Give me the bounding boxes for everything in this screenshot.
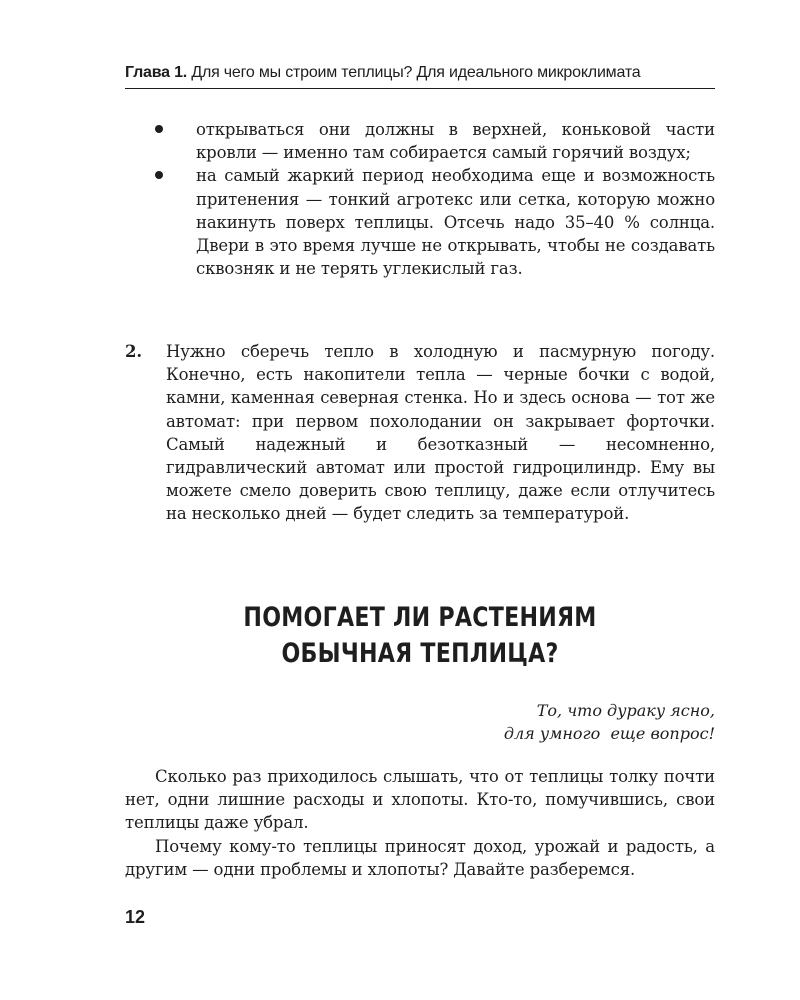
numbered-item: [125, 340, 715, 526]
bullet-text: на самый жаркий период необходима еще и возможность притенения — тонкий агротекс или сетка, которую можно накинуть поверх теплицы. Отсечь надо 35–40 % солнца. Двери в это время лучше не открывать, чтобы не создавать сквозняк и не терять углекислый газ.: [196, 166, 715, 279]
epigraph-line-1: То, что дураку ясно,: [536, 701, 715, 720]
epigraph: [400, 699, 715, 745]
bullet-dot-icon: [155, 125, 163, 133]
header-rule: [125, 88, 715, 89]
bullet-item: [155, 164, 715, 280]
paragraph: Сколько раз приходилось слышать, что от теплицы толку почти нет, одни лишние расходы и хлопоты. Кто-то, помучившись, свои теплицы даже убрал.: [125, 767, 715, 833]
bullet-dot-icon: [155, 171, 163, 179]
section-heading: [178, 600, 662, 672]
bullet-text: открываться они должны в верхней, коньковой части кровли — именно там собирается самый горячий воздух;: [196, 120, 715, 163]
section-heading-line-2: ОБЫЧНАЯ ТЕПЛИЦА?: [281, 638, 559, 669]
item-number: 2.: [125, 342, 142, 361]
paragraph: Почему кому-то теплицы приносят доход, урожай и радость, а другим — одни проблемы и хлопоты? Давайте разберемся.: [125, 836, 715, 879]
closing-text: [125, 765, 715, 881]
chapter-label: Глава 1.: [125, 64, 188, 81]
numbered-item-text: Нужно сберечь тепло в холодную и пасмурную погоду. Конечно, есть накопители тепла — черные бочки с водой, камни, каменная северная стенка. Но и здесь основа — тот же автомат: при первом похолодании он закрывает форточки. Самый надежный и безотказный — несомненно, гидравлический автомат или простой гидроцилиндр. Ему вы можете смело доверить свою теплицу, даже если отлучитесь на несколько дней — будет следить за температурой.: [166, 342, 715, 524]
bullet-list: [155, 118, 715, 280]
section-heading-line-1: ПОМОГАЕТ ЛИ РАСТЕНИЯМ: [243, 602, 597, 633]
chapter-title: Для чего мы строим теплицы? Для идеального микроклимата: [191, 64, 641, 81]
page-number: 12: [125, 907, 146, 927]
bullet-item: [155, 118, 715, 164]
running-head: [125, 63, 715, 83]
epigraph-line-2: для умного еще вопрос!: [503, 724, 715, 743]
